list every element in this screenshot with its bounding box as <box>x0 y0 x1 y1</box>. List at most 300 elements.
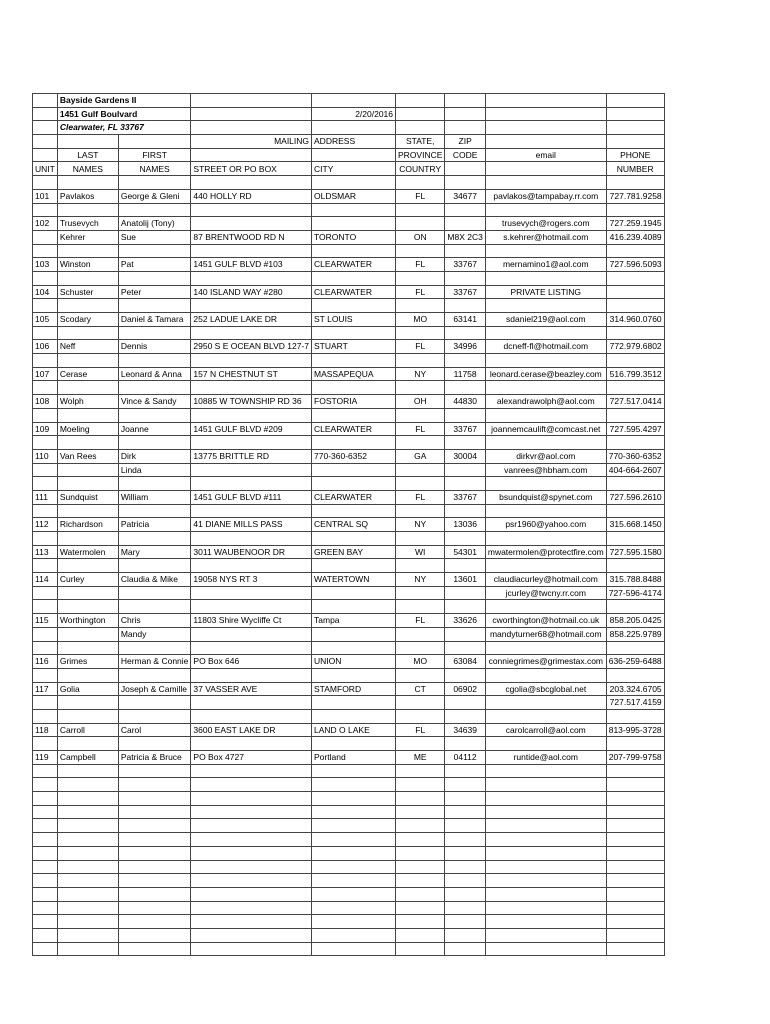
cell-first <box>118 887 191 901</box>
cell-state <box>396 176 445 190</box>
cell-phone <box>606 477 664 491</box>
cell-last <box>57 586 118 600</box>
cell-city <box>312 942 396 956</box>
cell-unit <box>33 819 58 833</box>
table-row <box>33 518 665 532</box>
table-row <box>33 354 665 368</box>
cell-street: 3600 EAST LAKE DR <box>191 723 312 737</box>
cell-email <box>485 381 606 395</box>
cell-state: FL <box>396 723 445 737</box>
table-row <box>33 641 665 655</box>
cell-city <box>312 271 396 285</box>
cell-street <box>191 176 312 190</box>
cell-state <box>396 217 445 231</box>
cell-last <box>57 641 118 655</box>
cell-phone <box>606 887 664 901</box>
cell-zip <box>445 874 485 888</box>
cell-first <box>118 819 191 833</box>
cell-state <box>396 778 445 792</box>
cell-state: FL <box>396 258 445 272</box>
cell-first <box>118 778 191 792</box>
cell-zip <box>445 299 485 313</box>
cell-last: Wolph <box>57 395 118 409</box>
table-row <box>33 723 665 737</box>
cell-first: Claudia & Mike <box>118 573 191 587</box>
header-row-mailing <box>33 135 665 149</box>
cell-street <box>191 463 312 477</box>
col-last-line2: NAMES <box>57 162 118 176</box>
cell-street <box>191 805 312 819</box>
cell-first: Leonard & Anna <box>118 367 191 381</box>
table-row <box>33 367 665 381</box>
cell-unit <box>33 901 58 915</box>
cell-phone: 636-259-6488 <box>606 655 664 669</box>
cell-unit: 104 <box>33 285 58 299</box>
cell-email: cgolia@sbcglobal.net <box>485 682 606 696</box>
cell-first <box>118 299 191 313</box>
cell-email <box>485 915 606 929</box>
cell-state <box>396 559 445 573</box>
cell-last <box>57 846 118 860</box>
cell-city <box>312 860 396 874</box>
cell-last <box>57 737 118 751</box>
cell-last: Van Rees <box>57 449 118 463</box>
cell-first <box>118 477 191 491</box>
table-row <box>33 901 665 915</box>
cell-last <box>57 299 118 313</box>
property-city-line: Clearwater, FL 33767 <box>57 121 191 135</box>
cell-state <box>396 299 445 313</box>
cell-phone <box>606 532 664 546</box>
cell-email: dcneff-fl@hotmail.com <box>485 340 606 354</box>
cell-phone <box>606 244 664 258</box>
table-row <box>33 258 665 272</box>
cell-unit: 102 <box>33 217 58 231</box>
cell-phone <box>606 833 664 847</box>
cell-street: 440 HOLLY RD <box>191 189 312 203</box>
cell-email <box>485 641 606 655</box>
cell-zip <box>445 436 485 450</box>
cell-zip <box>445 381 485 395</box>
table-row <box>33 751 665 765</box>
cell-phone <box>606 764 664 778</box>
table-row <box>33 792 665 806</box>
cell-unit: 118 <box>33 723 58 737</box>
cell-phone <box>606 942 664 956</box>
cell-first <box>118 764 191 778</box>
cell-email <box>485 559 606 573</box>
cell-unit <box>33 928 58 942</box>
cell-zip <box>445 203 485 217</box>
table-row <box>33 436 665 450</box>
cell-first: George & Gleni <box>118 189 191 203</box>
table-row <box>33 655 665 669</box>
table-row <box>33 764 665 778</box>
cell-city <box>312 504 396 518</box>
cell-street <box>191 942 312 956</box>
cell-unit <box>33 887 58 901</box>
cell-email: cworthington@hotmail.co.uk <box>485 614 606 628</box>
cell-phone: 858.205.0425 <box>606 614 664 628</box>
cell-city <box>312 326 396 340</box>
table-row <box>33 490 665 504</box>
cell-unit: 113 <box>33 545 58 559</box>
cell-email <box>485 928 606 942</box>
cell-city <box>312 354 396 368</box>
cell-email <box>485 477 606 491</box>
table-row <box>33 449 665 463</box>
cell-zip: 13036 <box>445 518 485 532</box>
cell-city <box>312 846 396 860</box>
header-row-city <box>33 121 665 135</box>
cell-unit <box>33 463 58 477</box>
cell-first <box>118 408 191 422</box>
cell-state <box>396 271 445 285</box>
cell-email: conniegrimes@grimestax.com <box>485 655 606 669</box>
table-row <box>33 326 665 340</box>
cell-first: Carol <box>118 723 191 737</box>
cell-email <box>485 600 606 614</box>
cell-first <box>118 600 191 614</box>
cell-zip <box>445 176 485 190</box>
cell-last: Grimes <box>57 655 118 669</box>
cell-phone: 813-995-3728 <box>606 723 664 737</box>
cell-unit: 112 <box>33 518 58 532</box>
cell-email: trusevych@rogers.com <box>485 217 606 231</box>
cell-unit <box>33 436 58 450</box>
cell-state <box>396 805 445 819</box>
cell-email: bsundquist@spynet.com <box>485 490 606 504</box>
col-street: STREET OR PO BOX <box>191 162 312 176</box>
cell-first <box>118 559 191 573</box>
property-name: Bayside Gardens II <box>57 94 191 108</box>
table-row <box>33 928 665 942</box>
cell-city: ST LOUIS <box>312 313 396 327</box>
cell-zip: 33767 <box>445 258 485 272</box>
cell-street <box>191 299 312 313</box>
cell-phone: 315.668.1450 <box>606 518 664 532</box>
cell-state: NY <box>396 518 445 532</box>
cell-unit <box>33 874 58 888</box>
cell-last <box>57 381 118 395</box>
cell-phone <box>606 641 664 655</box>
cell-first <box>118 504 191 518</box>
cell-first: Mary <box>118 545 191 559</box>
cell-last <box>57 915 118 929</box>
cell-last <box>57 805 118 819</box>
cell-first <box>118 271 191 285</box>
cell-email <box>485 203 606 217</box>
cell-phone: 727.517.4159 <box>606 696 664 710</box>
cell-email: jcurley@twcny.rr.com <box>485 586 606 600</box>
cell-state <box>396 436 445 450</box>
cell-city <box>312 477 396 491</box>
cell-street: 140 ISLAND WAY #280 <box>191 285 312 299</box>
cell-email: mandyturner68@hotmail.com <box>485 627 606 641</box>
cell-phone: 727.517.0414 <box>606 395 664 409</box>
cell-zip: 34677 <box>445 189 485 203</box>
cell-first <box>118 641 191 655</box>
cell-street <box>191 326 312 340</box>
cell-unit <box>33 176 58 190</box>
cell-zip: 33767 <box>445 285 485 299</box>
cell-city <box>312 901 396 915</box>
col-phone-line2: NUMBER <box>606 162 664 176</box>
table-row <box>33 217 665 231</box>
cell-phone <box>606 778 664 792</box>
cell-city: STAMFORD <box>312 682 396 696</box>
cell-last: Scodary <box>57 313 118 327</box>
cell-phone <box>606 504 664 518</box>
cell-state <box>396 901 445 915</box>
cell-state <box>396 668 445 682</box>
cell-email <box>485 504 606 518</box>
table-row <box>33 887 665 901</box>
cell-unit <box>33 354 58 368</box>
cell-email <box>485 805 606 819</box>
cell-street <box>191 928 312 942</box>
cell-phone <box>606 408 664 422</box>
cell-phone: 858.225.9789 <box>606 627 664 641</box>
cell-phone <box>606 600 664 614</box>
cell-street <box>191 764 312 778</box>
cell-last <box>57 792 118 806</box>
cell-last: Sundquist <box>57 490 118 504</box>
cell-phone <box>606 436 664 450</box>
cell-city <box>312 436 396 450</box>
cell-first: Patricia & Bruce <box>118 751 191 765</box>
cell-unit <box>33 709 58 723</box>
cell-street <box>191 709 312 723</box>
col-last-line1: LAST <box>57 148 118 162</box>
cell-state <box>396 696 445 710</box>
cell-city: MASSAPEQUA <box>312 367 396 381</box>
cell-street <box>191 833 312 847</box>
cell-last: Carroll <box>57 723 118 737</box>
cell-first <box>118 668 191 682</box>
cell-city <box>312 915 396 929</box>
cell-first <box>118 326 191 340</box>
cell-phone <box>606 915 664 929</box>
table-row <box>33 504 665 518</box>
cell-first <box>118 586 191 600</box>
cell-first <box>118 737 191 751</box>
col-phone-line1: PHONE <box>606 148 664 162</box>
cell-phone <box>606 805 664 819</box>
cell-unit: 108 <box>33 395 58 409</box>
cell-zip <box>445 600 485 614</box>
cell-first: Daniel & Tamara <box>118 313 191 327</box>
cell-state <box>396 641 445 655</box>
cell-phone <box>606 326 664 340</box>
cell-city <box>312 217 396 231</box>
cell-last <box>57 203 118 217</box>
cell-city <box>312 641 396 655</box>
cell-street <box>191 901 312 915</box>
cell-unit <box>33 668 58 682</box>
cell-zip <box>445 833 485 847</box>
cell-last <box>57 709 118 723</box>
cell-email <box>485 299 606 313</box>
cell-email <box>485 436 606 450</box>
cell-state <box>396 532 445 546</box>
cell-state <box>396 792 445 806</box>
cell-unit <box>33 504 58 518</box>
table-row <box>33 860 665 874</box>
cell-email <box>485 271 606 285</box>
cell-state <box>396 477 445 491</box>
cell-last: Trusevych <box>57 217 118 231</box>
cell-last: Moeling <box>57 422 118 436</box>
table-row <box>33 189 665 203</box>
cell-zip <box>445 915 485 929</box>
cell-first <box>118 860 191 874</box>
cell-unit <box>33 942 58 956</box>
table-row <box>33 381 665 395</box>
table-row <box>33 532 665 546</box>
table-row <box>33 203 665 217</box>
cell-state <box>396 709 445 723</box>
cell-phone: 516.799.3512 <box>606 367 664 381</box>
table-row <box>33 833 665 847</box>
cell-zip: 44830 <box>445 395 485 409</box>
cell-zip <box>445 217 485 231</box>
cell-zip: 30004 <box>445 449 485 463</box>
header-row-columns-1 <box>33 148 665 162</box>
cell-street: PO Box 646 <box>191 655 312 669</box>
header-row-property <box>33 94 665 108</box>
cell-city <box>312 668 396 682</box>
cell-street <box>191 559 312 573</box>
cell-last: Schuster <box>57 285 118 299</box>
cell-first: Peter <box>118 285 191 299</box>
cell-state: FL <box>396 189 445 203</box>
cell-first: Dennis <box>118 340 191 354</box>
cell-street <box>191 408 312 422</box>
cell-first: Herman & Connie <box>118 655 191 669</box>
cell-zip <box>445 709 485 723</box>
cell-state <box>396 737 445 751</box>
table-row <box>33 696 665 710</box>
cell-zip: 34996 <box>445 340 485 354</box>
cell-first: Joseph & Camille <box>118 682 191 696</box>
cell-city: FOSTORIA <box>312 395 396 409</box>
cell-phone: 727.259.1945 <box>606 217 664 231</box>
cell-phone <box>606 354 664 368</box>
table-row <box>33 668 665 682</box>
cell-state <box>396 942 445 956</box>
table-row <box>33 340 665 354</box>
cell-street: 1451 GULF BLVD #111 <box>191 490 312 504</box>
cell-last: Curley <box>57 573 118 587</box>
cell-zip <box>445 764 485 778</box>
cell-unit <box>33 586 58 600</box>
cell-phone <box>606 874 664 888</box>
cell-city <box>312 600 396 614</box>
cell-zip <box>445 846 485 860</box>
cell-street <box>191 586 312 600</box>
header-row-columns-2 <box>33 162 665 176</box>
cell-zip: 06902 <box>445 682 485 696</box>
cell-last <box>57 600 118 614</box>
cell-state: MO <box>396 313 445 327</box>
cell-first: William <box>118 490 191 504</box>
col-first-line1: FIRST <box>118 148 191 162</box>
cell-email <box>485 764 606 778</box>
cell-city <box>312 778 396 792</box>
cell-unit <box>33 244 58 258</box>
cell-phone: 314.960.0760 <box>606 313 664 327</box>
cell-unit <box>33 833 58 847</box>
cell-phone <box>606 299 664 313</box>
cell-unit <box>33 778 58 792</box>
cell-street <box>191 271 312 285</box>
cell-state <box>396 874 445 888</box>
cell-last <box>57 833 118 847</box>
cell-zip: 13601 <box>445 573 485 587</box>
cell-phone <box>606 737 664 751</box>
cell-city <box>312 792 396 806</box>
cell-last: Campbell <box>57 751 118 765</box>
cell-phone <box>606 203 664 217</box>
cell-street <box>191 792 312 806</box>
cell-unit: 119 <box>33 751 58 765</box>
cell-city <box>312 928 396 942</box>
cell-city <box>312 244 396 258</box>
cell-unit <box>33 737 58 751</box>
table-row <box>33 573 665 587</box>
cell-last <box>57 696 118 710</box>
cell-state <box>396 819 445 833</box>
cell-email <box>485 819 606 833</box>
cell-street: 37 VASSER AVE <box>191 682 312 696</box>
cell-state <box>396 928 445 942</box>
cell-last <box>57 271 118 285</box>
cell-first <box>118 874 191 888</box>
cell-unit <box>33 532 58 546</box>
cell-first <box>118 833 191 847</box>
cell-zip <box>445 641 485 655</box>
table-row <box>33 614 665 628</box>
cell-email <box>485 326 606 340</box>
cell-email <box>485 408 606 422</box>
cell-city <box>312 764 396 778</box>
cell-first <box>118 846 191 860</box>
cell-state <box>396 326 445 340</box>
cell-street <box>191 846 312 860</box>
cell-zip: 33626 <box>445 614 485 628</box>
cell-state <box>396 887 445 901</box>
cell-last <box>57 244 118 258</box>
table-row <box>33 819 665 833</box>
cell-unit: 103 <box>33 258 58 272</box>
cell-street: 1451 GULF BLVD #209 <box>191 422 312 436</box>
cell-state <box>396 354 445 368</box>
cell-last: Golia <box>57 682 118 696</box>
cell-unit: 110 <box>33 449 58 463</box>
cell-email: carolcarroll@aol.com <box>485 723 606 737</box>
col-email: email <box>485 148 606 162</box>
table-row <box>33 586 665 600</box>
cell-street: PO Box 4727 <box>191 751 312 765</box>
cell-street: 2950 S E OCEAN BLVD 127-7 <box>191 340 312 354</box>
cell-city <box>312 299 396 313</box>
table-row <box>33 477 665 491</box>
table-row <box>33 422 665 436</box>
cell-street <box>191 887 312 901</box>
cell-last <box>57 354 118 368</box>
cell-last <box>57 627 118 641</box>
